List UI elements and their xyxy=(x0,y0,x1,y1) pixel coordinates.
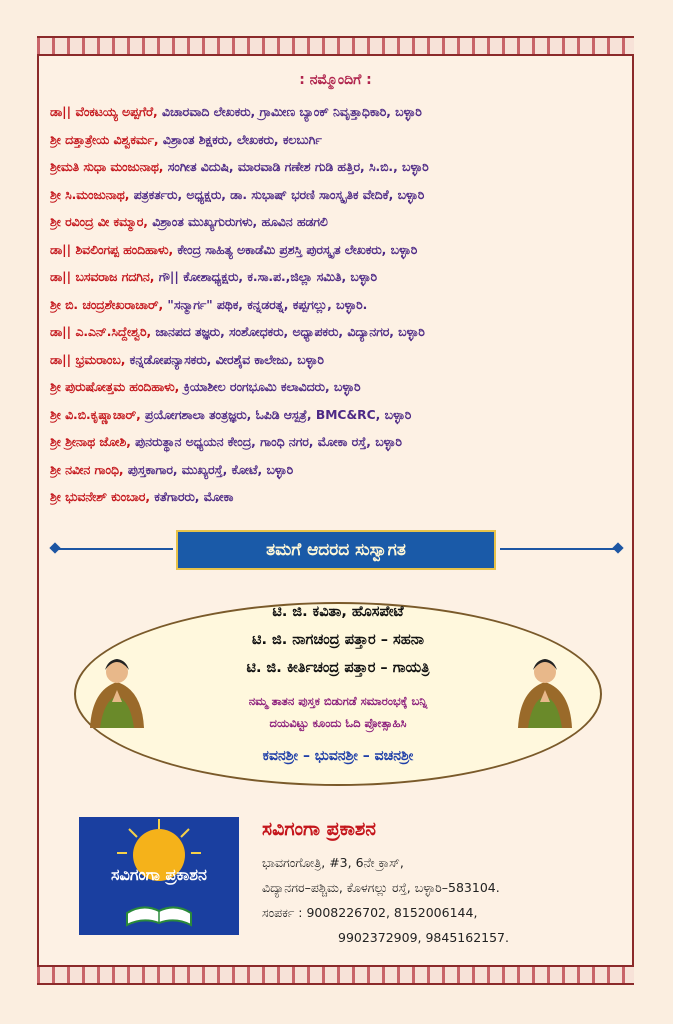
guest-name: ಶ್ರೀ ನವೀನ ಗಾಂಧಿ, xyxy=(50,462,124,477)
children-names: ಕವನಶ್ರೀ – ಭುವನಶ್ರೀ – ವಚನಶ್ರೀ xyxy=(262,748,414,764)
guest-description: ಜಾನಪದ ತಜ್ಞರು, ಸಂಶೋಧಕರು, ಅಧ್ಯಾಪಕರು, ವಿದ್ಯಾನಗರ, ಬಳ್ಳಾರಿ xyxy=(151,325,425,339)
guest-item xyxy=(50,457,630,485)
publisher-name: ಸವಿಗಂಗಾ ಪ್ರಕಾಶನ xyxy=(262,818,376,840)
guest-name: ಶ್ರೀ ಪುರುಷೋತ್ತಮ ಹಂದಿಹಾಳು, xyxy=(50,380,180,394)
guest-list xyxy=(50,99,630,512)
guest-description: ಗೌ|| ಕೋಶಾಧ್ಯಕ್ಷರು, ಕ.ಸಾ.ಪ.,ಜಿಲ್ಲಾ ಸಮಿತಿ, ಬಳ್ಳಾರಿ xyxy=(154,270,378,284)
divider-left xyxy=(55,548,173,550)
guest-name: ಡಾ|| ಬಸವರಾಜ ಗದಗಿನ, xyxy=(50,270,155,284)
guests-heading: : ನಮ್ಮೊಂದಿಗೆ : xyxy=(299,72,372,88)
guest-description: ಪುನರುತ್ಥಾನ ಅಧ್ಯಯನ ಕೇಂದ್ರ, ಗಾಂಧಿ ನಗರ, ಮೋಕಾ ರಸ್ತೆ, ಬಳ್ಳಾರಿ xyxy=(130,435,402,449)
publisher-contact: ಸಂಪರ್ಕ : 9008226702, 8152006144, xyxy=(262,905,478,920)
guest-description: ಸಂಗೀತ ವಿದುಷಿ, ಮಾರವಾಡಿ ಗಣೇಶ ಗುಡಿ ಹತ್ತಿರ, ಸಿ.ಬಿ., ಬಳ್ಳಾರಿ xyxy=(163,160,429,174)
guest-name: ಶ್ರೀ ರವಿಂದ್ರ ವೀ ಕಮ್ಮಾರ, xyxy=(50,215,148,229)
guest-item xyxy=(50,429,630,457)
guest-item xyxy=(50,292,630,320)
guest-name: ಡಾ|| ಭ್ರಮರಾಂಬ, xyxy=(50,352,126,367)
guest-description: ಕೇಂದ್ರ ಸಾಹಿತ್ಯ ಅಕಾಡೆಮಿ ಪ್ರಶಸ್ತಿ ಪುರಸ್ಕೃತ ಲೇಖಕರು, ಬಳ್ಳಾರಿ xyxy=(173,242,418,257)
guest-name: ಶ್ರೀಮತಿ ಸುಧಾ ಮಂಜುನಾಥ, xyxy=(50,160,164,174)
woman-namaste-illustration-right xyxy=(510,650,580,730)
welcome-banner: ತಮಗೆ ಆದರದ ಸುಸ್ವಾಗತ xyxy=(176,530,496,570)
guest-name: ಡಾ|| ಎ.ಎನ್.ಸಿದ್ದೇಶ್ವರಿ, xyxy=(50,325,152,339)
divider-right xyxy=(500,548,618,550)
publisher-contact: 9902372909, 9845162157. xyxy=(338,930,509,945)
invite-line: ದಯವಿಟ್ಟು ಕೂಂದು ಓದಿ ಪ್ರೋತ್ಸಾಹಿಸಿ xyxy=(269,716,407,730)
guest-item xyxy=(50,127,630,155)
guest-name: ಶ್ರೀ ಶ್ರೀನಾಥ ಜೋಶಿ, xyxy=(50,435,131,449)
guest-description: ಪುಸ್ತಕಾಗಾರ, ಮುಖ್ಯರಸ್ತೆ, ಕೋಟೆ, ಬಳ್ಳಾರಿ xyxy=(123,462,294,477)
guest-item xyxy=(50,99,630,127)
host-line: ಟಿ. ಜಿ. ನಾಗಚಂದ್ರ ಪತ್ತಾರ – ಸಹನಾ xyxy=(251,632,424,648)
guest-item xyxy=(50,209,630,237)
guest-item xyxy=(50,264,630,292)
guest-description: ಪತ್ರಕರ್ತರು, ಅಧ್ಯಕ್ಷರು, ಡಾ. ಸುಭಾಷ್ ಭರಣಿ ಸಾಂಸ್ಕೃತಿಕ ವೇದಿಕೆ, ಬಳ್ಳಾರಿ xyxy=(129,187,425,202)
host-line: ಟಿ. ಜಿ. ಕವಿತಾ, ಹೊಸಪೇಟೆ xyxy=(272,604,404,620)
guest-item xyxy=(50,347,630,375)
guest-description: ವಿಶ್ರಾಂತ ಮುಖ್ಯಗುರುಗಳು, ಹೂವಿನ ಹಡಗಲಿ xyxy=(147,215,328,229)
guest-name: ಡಾ|| ವೆಂಕಟಯ್ಯ ಅಪ್ಪಗೆರೆ, xyxy=(50,105,158,119)
guest-description: ಕತೆಗಾರರು, ಮೋಕಾ xyxy=(150,490,234,504)
guest-name: ಶ್ರೀ ಬಿ. ಚಂದ್ರಶೇಖರಾಚಾರ್, xyxy=(50,297,164,312)
host-line: ಟಿ. ಜಿ. ಕೀರ್ತಿಚಂದ್ರ ಪತ್ತಾರ – ಗಾಯತ್ರಿ xyxy=(246,660,430,676)
guest-item xyxy=(50,319,630,347)
guest-description: ಕನ್ನಡೋಪನ್ಯಾಸಕರು, ವೀರಶೈವ ಕಾಲೇಜು, ಬಳ್ಳಾರಿ xyxy=(125,352,324,367)
guest-name: ಶ್ರೀ ವಿ.ಬಿ.ಕೃಷ್ಣಾಚಾರ್, xyxy=(50,407,141,422)
guest-item xyxy=(50,154,630,182)
guest-description: ವಿಶ್ರಾಂತ ಶಿಕ್ಷಕರು, ಲೇಖಕರು, ಕಲಬುರ್ಗಿ xyxy=(158,132,322,147)
guest-description: ವಿಚಾರವಾದಿ ಲೇಖಕರು, ಗ್ರಾಮೀಣ ಬ್ಯಾಂಕ್ ನಿವೃತ್ತಾಧಿಕಾರಿ, ಬಳ್ಳಾರಿ xyxy=(157,105,422,119)
invite-line: ನಮ್ಮ ತಾತನ ಪುಸ್ತಕ ಬಿಡುಗಡೆ ಸಮಾರಂಭಕ್ಕೆ ಬನ್ನಿ xyxy=(248,694,428,708)
publisher-logo xyxy=(79,817,239,935)
guest-item xyxy=(50,402,630,430)
guest-item xyxy=(50,484,630,512)
guest-description: ಪ್ರಯೋಗಶಾಲಾ ತಂತ್ರಜ್ಞರು, ಓಪಿಡಿ ಆಸ್ಪತ್ರೆ, BMC&RC, ಬಳ್ಳಾರಿ xyxy=(140,407,412,422)
guest-item xyxy=(50,237,630,265)
logo-text: ಸವಿಗಂಗಾ ಪ್ರಕಾಶನ xyxy=(111,865,207,884)
guest-name: ಡಾ|| ಶಿವಲಿಂಗಪ್ಪ ಹಂದಿಹಾಳು, xyxy=(50,242,174,257)
woman-namaste-illustration-left xyxy=(82,650,152,730)
guest-description: "ಸನ್ಮಾರ್ಗ" ಪಥಿಕ, ಕನ್ನಡರತ್ನ, ಕಪ್ಪಗಲ್ಲು, ಬಳ್ಳಾರಿ. xyxy=(163,297,368,312)
guest-name: ಶ್ರೀ ದತ್ತಾತ್ರೇಯ ವಿಶ್ವಕರ್ಮ, xyxy=(50,132,159,147)
guest-name: ಶ್ರೀ ಸಿ.ಮಂಜುನಾಥ, xyxy=(50,187,130,202)
guest-description: ಕ್ರಿಯಾಶೀಲ ರಂಗಭೂಮಿ ಕಲಾವಿದರು, ಬಳ್ಳಾರಿ xyxy=(179,380,361,394)
bottom-border-band xyxy=(37,965,634,985)
publisher-address: ವಿದ್ಯಾನಗರ–ಪಶ್ಚಿಮ, ಕೊಳಗಲ್ಲು ರಸ್ತೆ, ಬಳ್ಳಾರಿ–583104. xyxy=(262,880,500,895)
guest-name: ಶ್ರೀ ಭುವನೇಶ್ ಕುಂಬಾರ, xyxy=(50,490,150,504)
guest-item xyxy=(50,374,630,402)
guest-item xyxy=(50,182,630,210)
publisher-address: ಭಾವಗಂಗೋತ್ರಿ, #3, 6ನೇ ಕ್ರಾಸ್, xyxy=(262,855,404,870)
top-border-band xyxy=(37,36,634,56)
